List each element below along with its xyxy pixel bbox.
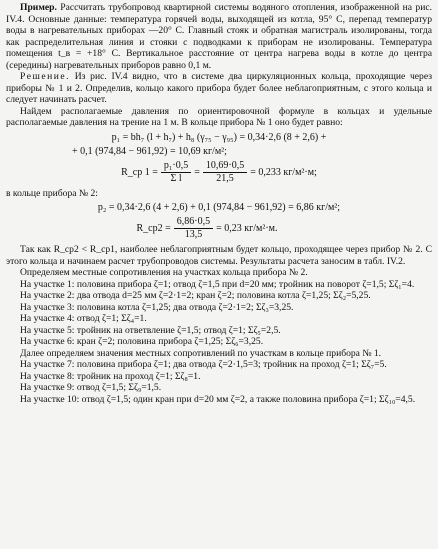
- rcp1-numerator-2: 10,69·0,5: [203, 160, 247, 173]
- section-7: На участке 7: половина прибора ζ=1; два отвода ζ=2·1,5=3; тройник на проход ζ=1; Σζ₇=5.: [20, 359, 387, 370]
- rcp1-lhs: R_ср 1 =: [121, 166, 158, 178]
- equation-p1-line2: + 0,1 (974,84 − 961,92) = 10,69 кг/м²;: [72, 145, 227, 157]
- rcp1-result: = 0,233 кг/м²·м;: [250, 166, 317, 178]
- equation-p2: p₂ = 0,34·2,6 (4 + 2,6) + 0,1 (974,84 − 961,92) = 6,86 кг/м²;: [97, 202, 341, 213]
- section-4: На участке 4: отвод ζ=1; Σζ₄=1.: [20, 313, 147, 324]
- rcp2-numerator: 6,86·0,5: [174, 216, 213, 229]
- rcp2-fraction: [174, 216, 213, 241]
- section-1: На участке 1: половина прибора ζ=1; отвод ζ=1,5 при d=20 мм; тройник на поворот ζ=1,5; Σζ₁=4.: [20, 278, 415, 290]
- solution-paragraph-1: [6, 71, 432, 106]
- rcp1-denominator-1: Σ l: [170, 172, 182, 184]
- equation-rcp1: [6, 160, 432, 185]
- example-paragraph: [6, 2, 432, 71]
- solution-text-1: Из рис. IV.4 видно, что в системе два циркуляционных кольца, проходящие через приборы № 1 и 2. Определив, кольцо какого прибора будет более неблагоприятным, с этого кольца и следует начинать расчет.: [6, 71, 432, 105]
- rcp2-denominator: 13,5: [184, 229, 203, 240]
- solution-label: Решение.: [20, 71, 71, 82]
- equation-rcp2: [0, 216, 432, 241]
- section-6: На участке 6: кран ζ=2; половина прибора ζ=1,25; Σζ₆=3,25.: [20, 336, 264, 347]
- rcp2-lhs: R_ср2 =: [136, 223, 171, 234]
- section-2: На участке 2: два отвода d=25 мм ζ=2·1=2; кран ζ=2; половина котла ζ=1,25; Σζ₂=5,25.: [20, 290, 371, 301]
- section-5: На участке 5: тройник на ответвление ζ=1,5; отвод ζ=1; Σζ₅=2,5.: [20, 324, 281, 336]
- example-label: Пример.: [20, 2, 57, 13]
- section-10: На участке 10: отвод ζ=1,5; один кран при d=20 мм ζ=2, а также половина прибора ζ=1; Σζ₁₀=4,5.: [20, 393, 416, 405]
- section-9: На участке 9: отвод ζ=1,5; Σζ₉=1,5.: [20, 382, 162, 393]
- rcp1-fraction-1: [161, 160, 191, 185]
- local-resistances-intro: Определяем местные сопротивления на участках кольца прибора № 2.: [20, 267, 308, 278]
- rcp1-fraction-2: [203, 160, 247, 185]
- rcp1-numerator-1: p₁·0,5: [161, 160, 191, 173]
- rcp1-denominator-2: 21,5: [216, 172, 234, 184]
- rcp1-equals: =: [194, 166, 200, 178]
- ring2-caption: в кольце прибора № 2:: [6, 187, 98, 199]
- comparison-paragraph: Так как R_ср2 < R_ср1, наиболее неблагоприятным будет кольцо, проходящее через прибор № 2. С этого кольца и начинаем расчет трубопроводов системы. Результаты расчета заносим в табл. IV.2.: [6, 244, 432, 267]
- equation-p1-line1: p₁ = bh₇ (l + h₇) + h₈ (γ₇₅ − γ₉₅) = 0,34·2,6 (8 + 2,6) +: [111, 131, 327, 143]
- section-3: На участке 3: половина котла ζ=1,25; два отвода ζ=2·1=2; Σζ₃=3,25.: [20, 301, 294, 313]
- example-text: Рассчитать трубопровод квартирной системы водяного отопления, изображенной на рис. IV.4. Основные данные: температура горячей воды, выходящей из котла, 95° С, перепад температур воды в нагревательных приборах —20° С. Главный стояк и обратная магистраль изолированы, тогда как распределительная линия и стояки с подводками к приборам не изолированы. Температура помещения t_в = +18° С. Вертикальное расстояние от центра нагрева воды в котле до центра (середины) нагревательных приборов равно 0,1 м.: [6, 2, 432, 71]
- ring1-intro: Далее определяем значения местных сопротивлений по участкам в кольце прибора № 1.: [20, 347, 382, 359]
- section-8: На участке 8: тройник на проход ζ=1; Σζ₈=1.: [20, 370, 201, 382]
- rcp2-result: = 0,23 кг/м²·м.: [216, 223, 278, 234]
- solution-paragraph-2: Найдем располагаемые давления по ориентировочной формуле в кольцах и удельные располагаемые давления на трение на 1 м. В кольце прибора № 1 оно будет равно:: [6, 105, 432, 128]
